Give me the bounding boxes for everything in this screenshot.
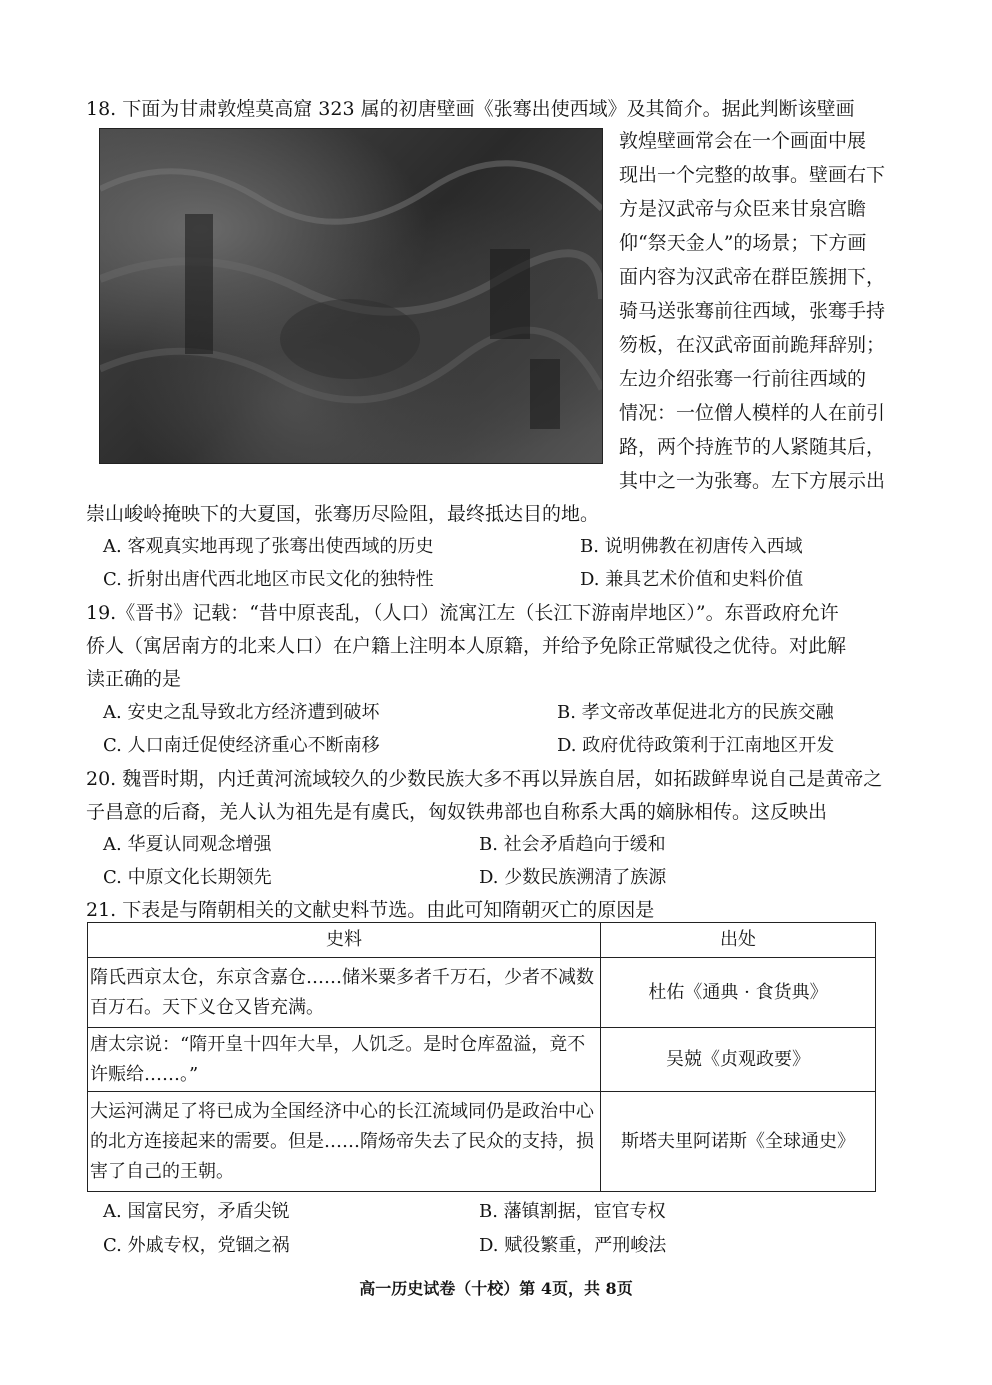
header-quote: 史料 [88,923,601,958]
source-table [87,922,876,1192]
q20-stem: 子昌意的后裔，羌人认为祖先是有虞氏，匈奴铁弗部也自称系大禹的嫡脉相传。这反映出 [86,801,828,823]
q18-intro-line: 其中之一为张骞。左下方展示出 [619,470,886,492]
q18-intro-line: 路，两个持旌节的人紧随其后， [619,436,886,458]
q18-intro-line: 笏板，在汉武帝面前跪拜辞别； [619,334,886,356]
table-quote-cell: 大运河满足了将已成为全国经济中心的长江流域同仍是政治中心的北方连接起来的需要。但是……隋炀帝失去了民众的支持，损害了自己的王朝。 [88,1092,601,1192]
mural-texture [100,129,602,463]
table-quote-cell: 隋氏西京太仓，东京含嘉仓……储米粟多者千万石，少者不减数百万石。天下义仓又皆充满。 [88,958,601,1028]
q18-intro-line: 现出一个完整的故事。壁画右下 [619,164,886,186]
q18-option-c[interactable]: C. 折射出唐代西北地区市民文化的独特性 [103,569,434,590]
q20-option-d[interactable]: D. 少数民族溯清了族源 [479,867,667,888]
q18-stem: 18. 下面为甘肃敦煌莫高窟 323 属的初唐壁画《张骞出使西域》及其简介。据此判断该壁画 [86,98,855,120]
q18-option-d[interactable]: D. 兼具艺术价值和史料价值 [580,569,804,590]
q19-option-c[interactable]: C. 人口南迁促使经济重心不断南移 [103,735,380,756]
q20-stem: 20. 魏晋时期，内迁黄河流域较久的少数民族大多不再以异族自居，如拓跋鲜卑说自己是黄帝之 [86,768,883,790]
q18-option-b[interactable]: B. 说明佛教在初唐传入西域 [580,536,803,557]
table-row [88,1028,876,1092]
table-origin-cell: 杜佑《通典 · 食货典》 [601,958,876,1028]
q21-option-a[interactable]: A. 国富民穷，矛盾尖锐 [103,1201,290,1222]
q18-option-a[interactable]: A. 客观真实地再现了张骞出使西域的历史 [103,536,434,557]
table-row [88,958,876,1028]
q20-option-b[interactable]: B. 社会矛盾趋向于缓和 [479,834,666,855]
q19-option-d[interactable]: D. 政府优待政策利于江南地区开发 [557,735,835,756]
q18-intro-line: 面内容为汉武帝在群臣簇拥下， [619,266,886,288]
q19-option-a[interactable]: A. 安史之乱导致北方经济遭到破坏 [103,702,380,723]
q18-intro-line: 骑马送张骞前往西域，张骞手持 [619,300,886,322]
q19-option-b[interactable]: B. 孝文帝改革促进北方的民族交融 [557,702,834,723]
q19-stem: 19.《晋书》记载：“昔中原丧乱，（人口）流寓江左（长江下游南岸地区）”。东晋政府允许 [86,602,839,624]
q18-intro-line: 仰“祭天金人”的场景；下方画 [619,232,867,254]
q18-intro-line: 情况：一位僧人模样的人在前引 [619,402,886,424]
table-origin-cell: 斯塔夫里阿诺斯《全球通史》 [601,1092,876,1192]
q19-stem: 侨人（寓居南方的北来人口）在户籍上注明本人原籍，并给予免除正常赋役之优待。对此解 [86,635,847,657]
q18-intro-last: 崇山峻岭掩映下的大夏国，张骞历尽险阻，最终抵达目的地。 [86,503,600,525]
page-footer: 高一历史试卷（十校）第 4页，共 8页 [359,1279,633,1298]
header-origin: 出处 [601,923,876,958]
table-origin-cell: 吴兢《贞观政要》 [601,1028,876,1092]
q20-option-c[interactable]: C. 中原文化长期领先 [103,867,272,888]
q21-option-d[interactable]: D. 赋役繁重，严刑峻法 [479,1235,667,1256]
table-header-row [88,923,876,958]
q18-intro-line: 方是汉武帝与众臣来甘泉宫瞻 [619,198,867,220]
mural-image [99,128,603,464]
table-row [88,1092,876,1192]
q21-option-c[interactable]: C. 外戚专权，党锢之祸 [103,1235,290,1256]
table-quote-cell: 唐太宗说：“隋开皇十四年大旱，人饥乏。是时仓库盈溢，竟不许赈给……。” [88,1028,601,1092]
q20-option-a[interactable]: A. 华夏认同观念增强 [103,834,272,855]
q21-stem: 21. 下表是与隋朝相关的文献史料节选。由此可知隋朝灭亡的原因是 [86,899,655,921]
q19-stem: 读正确的是 [86,668,182,690]
q21-option-b[interactable]: B. 藩镇割据，宦官专权 [479,1201,666,1222]
q18-intro-line: 左边介绍张骞一行前往西域的 [619,368,867,390]
q18-intro-line: 敦煌壁画常会在一个画面中展 [619,130,867,152]
